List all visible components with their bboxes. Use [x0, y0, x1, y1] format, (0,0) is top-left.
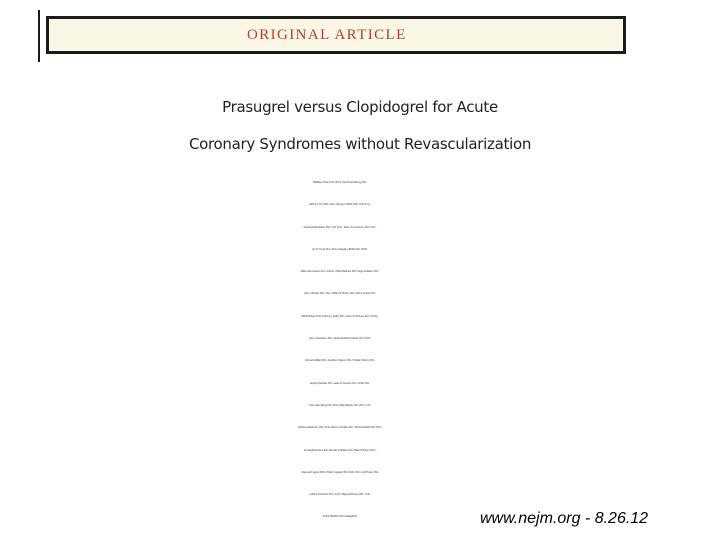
author-line: Peter Clemmensen, M.D., D.M.Sc., Felipe Martinez, M.D., Diego Ardissino, M.D.,: [300, 270, 380, 274]
article-title-line-2: Coronary Syndromes without Revascularization: [188, 135, 532, 153]
author-line: Gregory Pavlides, M.D., Assen R. Goudev, M.D., Ali Oto, M.D.,: [309, 381, 371, 385]
left-margin-rule: [38, 10, 40, 62]
author-line: R. Craig McLendon, R.N., Kenneth J. Winters, M.D., Fileen B. Brown, Ph.D.,: [303, 448, 377, 452]
author-line: Jose C. Nicolau, M.D., Ph.D., William E. Boden, M.D., Paul A. Gurbel, M.D.,: [304, 292, 376, 296]
author-line: Witold Ruzyllo, M.D., Anthony J. Dalby, M.D., Darren K. McGuire, M.D., M.H.Sc.,: [301, 314, 379, 318]
author-line: Jose L. Leiva-Pons, M.D., Alexander Parkhomenko, M.D., Ph.D.,: [309, 337, 371, 341]
author-line: Keith A.A. Fox, M.B., Ch.B., Harvey D. White, M.B., Ch.B., D.Sc.,: [309, 203, 371, 207]
author-line: Matthew T. Roe, M.D., M.H.S., Paul W. Armstrong, M.D.,: [312, 181, 368, 184]
author-line: Jan H. Cornel, M.D., Ph.D., Deepak L. Bhatt, M.D., M.P.H.,: [312, 247, 368, 251]
author-line: Vladimir Gasparovic, M.D., Ph.D., Ramon Corbalan, M.D., Mircea Cinteză, M.D., Ph.D.,: [297, 426, 383, 430]
author-line: Shmuel Gottlieb, M.D., Gracita O. Topacio, M.D., Christian Hamm, M.D.,: [304, 359, 376, 363]
author-line: Yuliya Lokhnygina, Ph.D., Philip E. Aylward, B.M., B.Ch., Ph.D., Kurt Huber, M.D.,: [300, 470, 380, 474]
author-list: [0, 172, 680, 529]
author-line: Judith S. Hochman, M.D., and E. Magnus Ohman, M.B., Ch.B.,: [309, 493, 371, 497]
author-line: Dorairaj Prabhakaran, M.D., D.M., M.Sc., Shaun G. Goodman, M.D., M.Sc.,: [303, 225, 377, 229]
investigators-line: for the TRILOGY ACS Investigators*: [322, 515, 358, 519]
article-title-line-1: Prasugrel versus Clopidogrel for Acute: [222, 98, 498, 116]
source-caption: www.nejm.org - 8.26.12: [480, 510, 649, 527]
author-line: Chuen-Den Tseng, M.D., Ph.D., Bela Merkely, M.D., Ph.D., D.Sc.,: [308, 403, 372, 407]
article-type-banner: [46, 16, 626, 54]
article-title: [0, 89, 720, 163]
article-type-label: ORIGINAL ARTICLE: [247, 26, 407, 43]
